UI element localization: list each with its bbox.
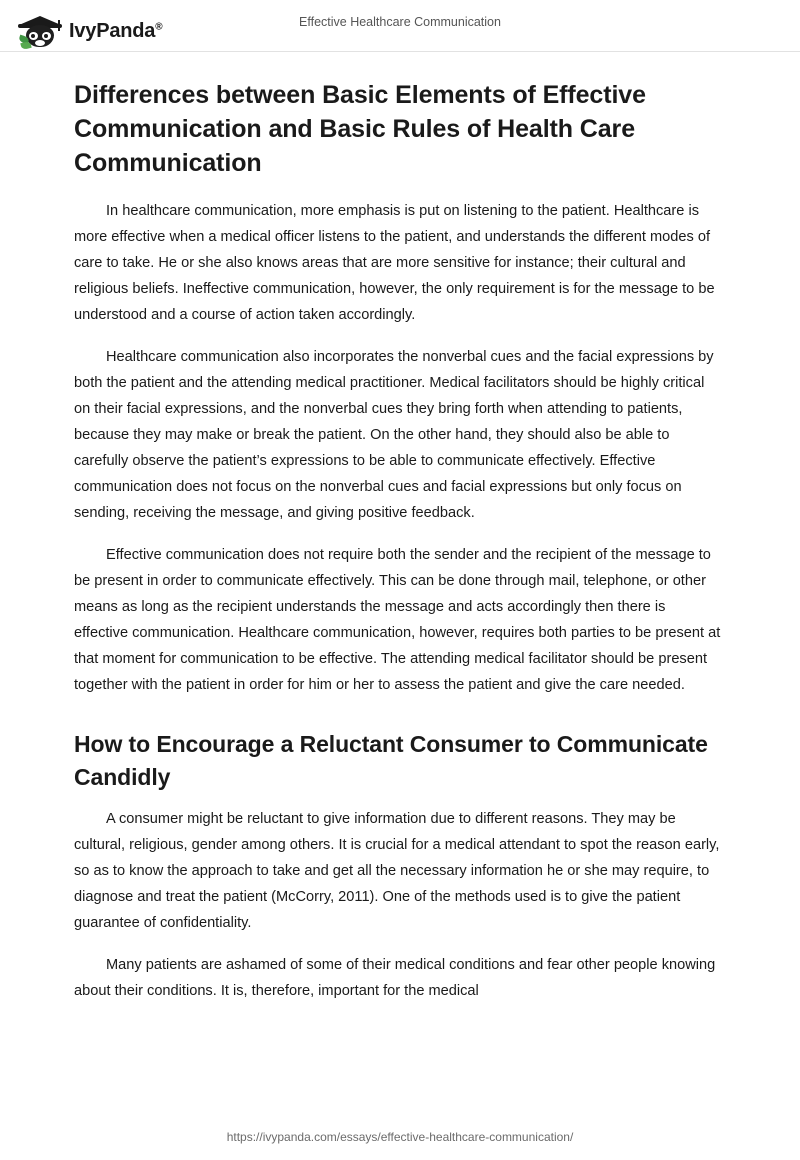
document-content <box>0 52 800 1020</box>
section-heading: How to Encourage a Reluctant Consumer to Communicate Candidly <box>74 731 708 790</box>
document-body <box>0 52 800 1004</box>
page-title: Differences between Basic Elements of Effective Communication and Basic Rules of Health Care Communication <box>74 81 646 177</box>
paragraph: Effective communication does not require both the sender and the recipient of the message to be present in order to communicate effectively. This can be done through mail, telephone, or other means as long as the recipient understands the message and acts accordingly then there is effective communication. Healthcare communication, however, requires both parties to be present at that moment for communication to be effective. The attending medical facilitator should be present together with the patient in order for him or her to assess the patient and give the care needed. <box>74 547 721 693</box>
brand-name-text: IvyPanda <box>69 19 156 42</box>
paragraph: Many patients are ashamed of some of their medical conditions and fear other people knowing about their conditions. It is, therefore, important for the medical <box>74 957 716 999</box>
registered-mark: ® <box>155 20 163 32</box>
paragraph: Healthcare communication also incorporates the nonverbal cues and the facial expressions by both the patient and the attending medical practitioner. Medical facilitators should be highly critical on their facial expressions, and the nonverbal cues they bring forth when attending to patients, because they may make or break the patient. On the other hand, they should also be able to carefully observe the patient’s expressions to be able to communicate effectively. Effective communication does not focus on the nonverbal cues and facial expressions but only focus on sending, receiving the message, and giving positive feedback. <box>74 349 714 521</box>
page-footer <box>0 1114 800 1160</box>
page-header <box>0 0 800 52</box>
paragraph: A consumer might be reluctant to give information due to different reasons. They may be cultural, religious, gender among others. It is crucial for a medical attendant to spot the reason early, so as to know the approach to take and get all the necessary information he or she may require, to diagnose and treat the patient (McCorry, 2011). One of the methods used is to give the patient guarantee of confidentiality. <box>74 811 720 931</box>
paragraph: In healthcare communication, more emphasis is put on listening to the patient. Healthcare is more effective when a medical officer listens to the patient, and understands the different modes of care to take. He or she also knows areas that are more sensitive for instance; their cultural and religious beliefs. Ineffective communication, however, the only requirement is for the message to be understood and a course of action taken accordingly. <box>74 203 715 323</box>
header-document-title: Effective Healthcare Communication <box>299 15 501 29</box>
source-url-link[interactable]: https://ivypanda.com/essays/effective-healthcare-communication/ <box>226 1130 574 1144</box>
